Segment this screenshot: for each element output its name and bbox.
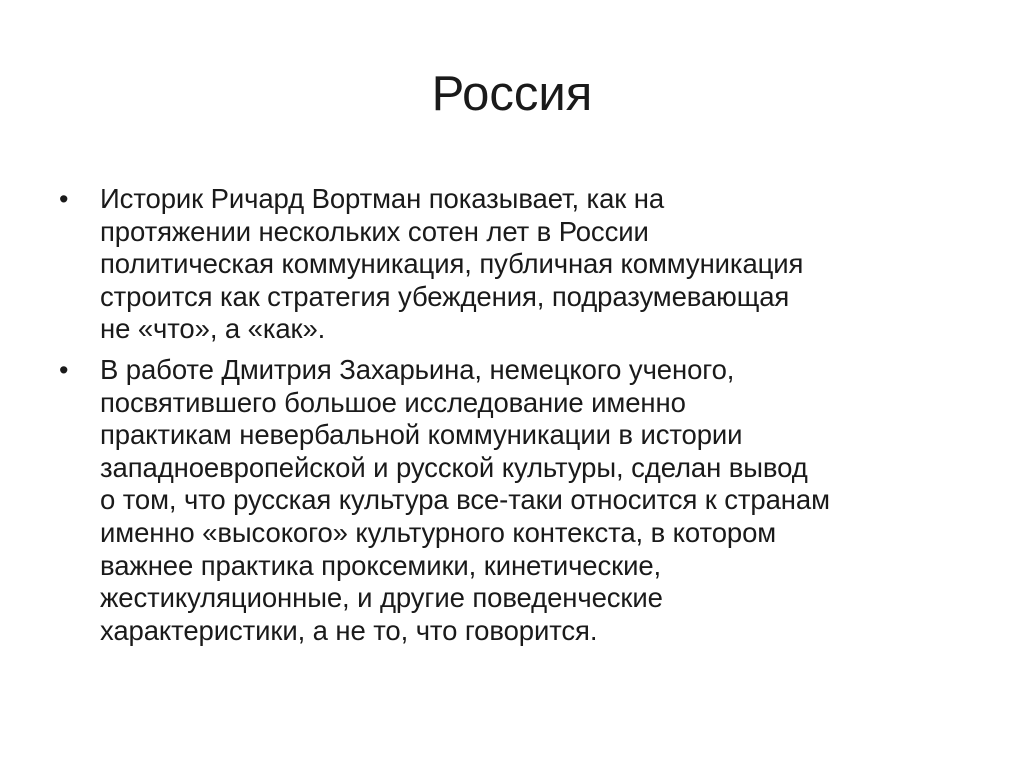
bullet-text-line: характеристики, а не то, что говорится. bbox=[100, 614, 598, 646]
bullet-text-line: практикам невербальной коммуникации в истории bbox=[100, 419, 743, 451]
bullet-text-line: именно «высокого» культурного контекста, в котором bbox=[100, 516, 777, 548]
bullet-text-line: политическая коммуникация, публичная коммуникация bbox=[100, 248, 804, 280]
bullet-text-line: посвятившего большое исследование именно bbox=[100, 386, 686, 418]
bullet-text-line: В работе Дмитрия Захарьина, немецкого ученого, bbox=[100, 353, 735, 385]
slide-title: Россия bbox=[431, 67, 593, 121]
bullet-text-line: Историк Ричард Вортман показывает, как на bbox=[100, 183, 665, 214]
bullet-text-line: не «что», а «как». bbox=[100, 313, 326, 345]
bullet-marker: • bbox=[59, 184, 69, 214]
bullet-text-line: протяжении нескольких сотен лет в России bbox=[100, 215, 649, 247]
bullet-text-line: строится как стратегия убеждения, подразумевающая bbox=[100, 280, 790, 312]
bullet-text-line: важнее практика проксемики, кинетические, bbox=[100, 549, 662, 581]
bullet-item-wortman bbox=[59, 183, 970, 346]
bullet-list bbox=[59, 183, 970, 655]
bullet-item-zakharyin bbox=[59, 353, 970, 647]
bullet-marker: • bbox=[59, 354, 69, 385]
bullet-text-line: западноевропейской и русской культуры, сделан вывод bbox=[100, 451, 808, 483]
bullet-text-line: о том, что русская культура все-таки относится к странам bbox=[100, 484, 830, 516]
bullet-text-line: жестикуляционные, и другие поведенческие bbox=[100, 582, 663, 614]
